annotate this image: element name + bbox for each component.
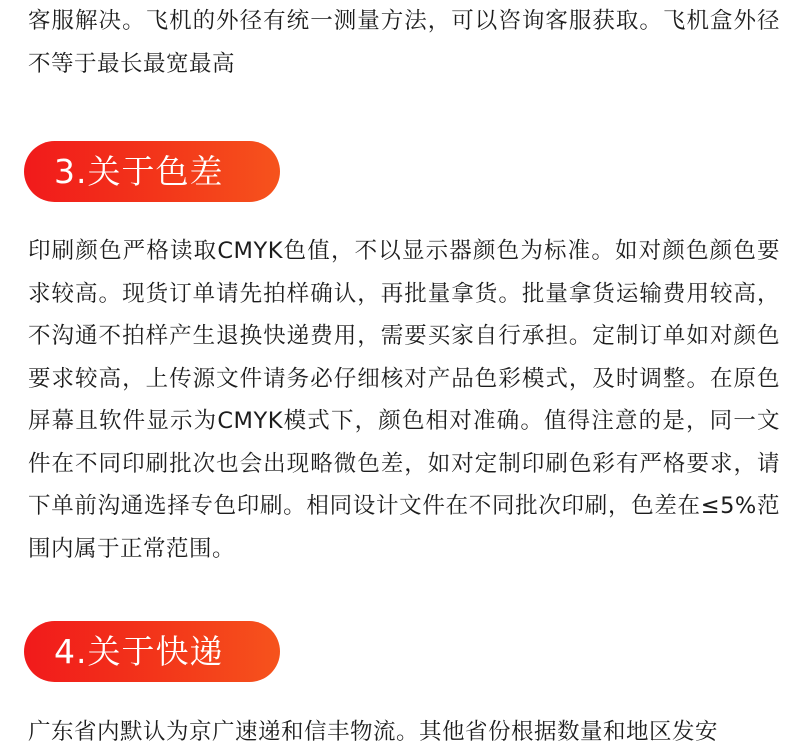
shipping-paragraph: 广东省内默认为京广速递和信丰物流。其他省份根据数量和地区发安 xyxy=(28,719,719,745)
section-heading-color-difference: 3.关于色差 xyxy=(24,141,280,202)
color-difference-paragraph: 印刷颜色严格读取CMYK色值，不以显示器颜色为标准。如对颜色颜色要求较高。现货订单请先拍样确认，再批量拿货。批量拿货运输费用较高，不沟通不拍样产生退换快递费用，需要买家自行承担。定制订单如对颜色要求较高，上传源文件请务必仔细核对产品色彩模式，及时调整。在原色屏幕且软件显示为CMYK模式下，颜色相对准确。值得注意的是，同一文件在不同印刷批次也会出现略微色差，如对定制印刷色彩有严格要求，请下单前沟通选择专色印刷。相同设计文件在不同批次印刷，色差在≤5%范围内属于正常范围。 xyxy=(28,238,780,562)
section-heading-shipping: 4.关于快递 xyxy=(24,621,280,682)
intro-paragraph: 客服解决。飞机的外径有统一测量方法，可以咨询客服获取。飞机盒外径不等于最长最宽最高 xyxy=(28,8,780,77)
